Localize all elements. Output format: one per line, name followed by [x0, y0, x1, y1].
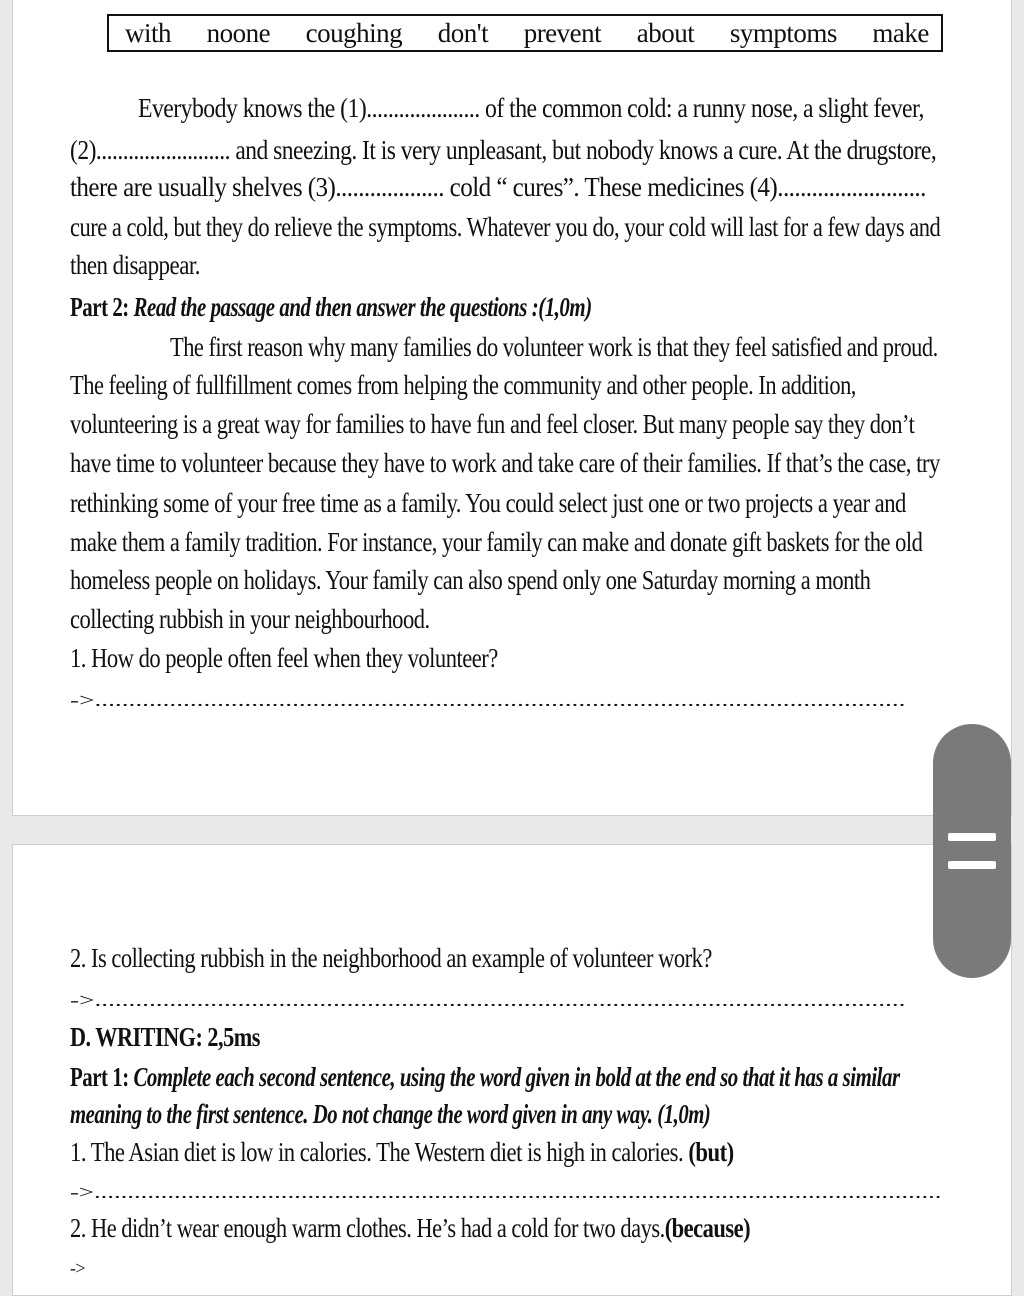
sentence-1 [70, 1137, 734, 1168]
part2-heading [70, 292, 592, 323]
word-box [107, 14, 943, 52]
writing-part1-heading [70, 1062, 900, 1093]
word-box-item: make [872, 17, 929, 48]
passage1-line: Everybody knows the (1)..................... of the common cold: a runny nose, a slight fever, [138, 93, 924, 123]
question-2: 2. Is collecting rubbish in the neighborhood an example of volunteer work? [70, 943, 712, 973]
word-box-item: noone [206, 17, 271, 48]
passage1-line: cure a cold, but they do relieve the symptoms. Whatever you do, your cold will last for a few days and [70, 212, 941, 242]
part2-passage-line: rethinking some of your free time as a family. You could select just one or two projects a year and [70, 488, 906, 518]
part2-passage-line: volunteering is a great way for families to have fun and feel closer. But many people say they don’t [70, 409, 915, 439]
part2-passage-line: have time to volunteer because they have to work and take care of their families. If that’s the case, try [70, 448, 940, 478]
grip-icon-bar [948, 861, 996, 869]
scroll-handle[interactable] [933, 724, 1011, 978]
part2-passage-line: The feeling of fullfillment comes from helping the community and other people. In addition, [70, 370, 856, 400]
passage1-line: there are usually shelves (3)................... cold “ cures”. These medicines (4).......................... [70, 172, 926, 202]
part2-instruction: Read the passage and then answer the questions :(1,0m) [133, 292, 592, 322]
passage1-line: (2)......................... and sneezing. It is very unpleasant, but nobody knows a cure. At the drugstore, [70, 135, 937, 165]
part2-passage-line: homeless people on holidays. Your family can also spend only one Saturday morning a month [70, 565, 871, 595]
writing-part1-instruction-2: meaning to the first sentence. Do not change the word given in any way. (1,0m) [70, 1099, 711, 1129]
answer-line-2: ->....................................................................................................................... [70, 990, 906, 1010]
part2-passage-line: collecting rubbish in your neighbourhood. [70, 604, 430, 634]
part2-label: Part 2: [70, 292, 129, 322]
sentence-1-word: (but) [688, 1137, 734, 1167]
word-box-item: with [125, 17, 172, 48]
question-1: 1. How do people often feel when they volunteer? [70, 643, 498, 673]
sentence-2-word: (because) [664, 1213, 751, 1243]
sentence-1-text: 1. The Asian diet is low in calories. The Western diet is high in calories. [70, 1137, 684, 1167]
writing-part1-instruction: Complete each second sentence, using the word given in bold at the end so that it has a similar [133, 1062, 900, 1092]
answer-line-3: ->............................................................................................................................... [70, 1182, 942, 1202]
word-box-item: symptoms [729, 17, 837, 48]
word-box-item: prevent [523, 17, 602, 48]
sentence-2-text: 2. He didn’t wear enough warm clothes. He’s had a cold for two days. [70, 1213, 665, 1243]
writing-part1-label: Part 1: [70, 1062, 129, 1092]
word-box-item: about [636, 17, 695, 48]
word-box-item: don't [437, 17, 489, 48]
part2-passage-line: make them a family tradition. For instance, your family can make and donate gift baskets for the old [70, 527, 923, 557]
part2-passage-line: The first reason why many families do volunteer work is that they feel satisfied and proud. [170, 332, 938, 362]
answer-line-1: ->....................................................................................................................... [70, 690, 906, 710]
sentence-2 [70, 1213, 750, 1244]
writing-heading: D. WRITING: 2,5ms [70, 1022, 260, 1052]
word-box-item: coughing [305, 17, 403, 48]
passage1-line: then disappear. [70, 250, 200, 280]
grip-icon-bar [948, 833, 996, 841]
answer-line-4: -> [70, 1258, 85, 1278]
